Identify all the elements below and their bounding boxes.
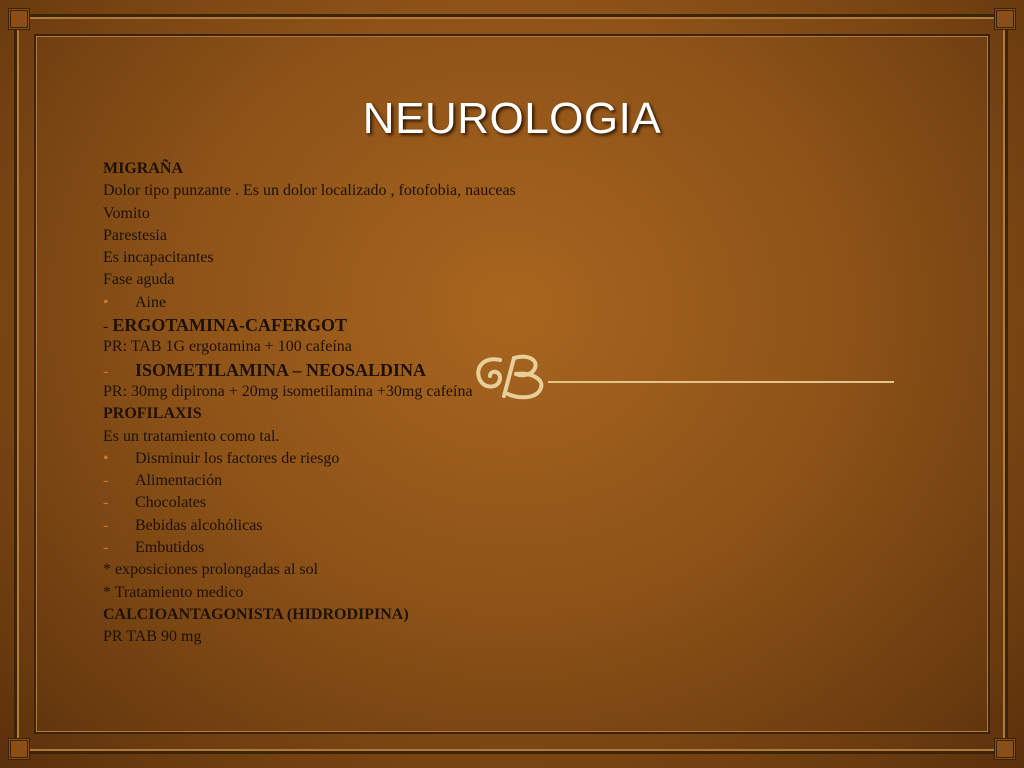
dash-marker: - [103, 516, 109, 534]
body-line: PR: 30mg dipirona + 20mg isometilamina +30mg cafeína [103, 382, 473, 400]
drug-heading [103, 359, 903, 381]
frame-corner-ornament [994, 8, 1016, 30]
dash-marker: - [103, 362, 109, 380]
bullet-icon: • [103, 449, 109, 467]
list-item-label: Disminuir los factores de riesgo [135, 449, 340, 467]
list-item-label: Embutidos [135, 539, 205, 557]
dash-prefix: - [103, 318, 113, 336]
body-line: Parestesia [103, 226, 167, 244]
body-line: Vomito [103, 204, 150, 222]
body-line: PR: TAB 1G ergotamina + 100 cafeína [103, 338, 352, 356]
body-line: Es incapacitantes [103, 249, 214, 267]
list-item [103, 492, 903, 514]
list-item [103, 470, 903, 492]
body-line: PR TAB 90 mg [103, 628, 202, 646]
frame-corner-ornament [994, 738, 1016, 760]
body-line: * exposiciones prolongadas al sol [103, 561, 319, 579]
drug-name: ISOMETILAMINA – NEOSALDINA [135, 359, 427, 380]
dash-marker: - [103, 494, 109, 512]
section-heading: MIGRAÑA [103, 160, 183, 177]
section-heading: CALCIOANTAGONISTA (HIDRODIPINA) [103, 605, 409, 623]
body-line: Dolor tipo punzante . Es un dolor localizado , fotofobia, nauceas [103, 182, 516, 200]
frame-corner-ornament [8, 738, 30, 760]
body-line: * Tratamiento medico [103, 583, 244, 601]
list-item [103, 448, 903, 470]
list-item [103, 515, 903, 537]
list-item-label: Alimentación [135, 472, 223, 490]
slide-title: NEUROLOGIA [362, 94, 662, 143]
drug-name: ERGOTAMINA-CAFERGOT [112, 315, 347, 336]
body-line: Fase aguda [103, 271, 175, 289]
section-heading: PROFILAXIS [103, 405, 202, 423]
dash-marker: - [103, 539, 109, 557]
list-item-label: Bebidas alcohólicas [135, 516, 263, 534]
bullet-icon: • [103, 293, 109, 311]
frame-corner-ornament [8, 8, 30, 30]
dash-marker: - [103, 472, 109, 490]
body-line: Es un tratamiento como tal. [103, 427, 280, 445]
list-item-label: Aine [135, 293, 167, 311]
list-item [103, 537, 903, 559]
list-item [103, 292, 903, 314]
drug-heading [103, 314, 903, 336]
list-item-label: Chocolates [135, 494, 207, 512]
slide-body [103, 158, 903, 649]
